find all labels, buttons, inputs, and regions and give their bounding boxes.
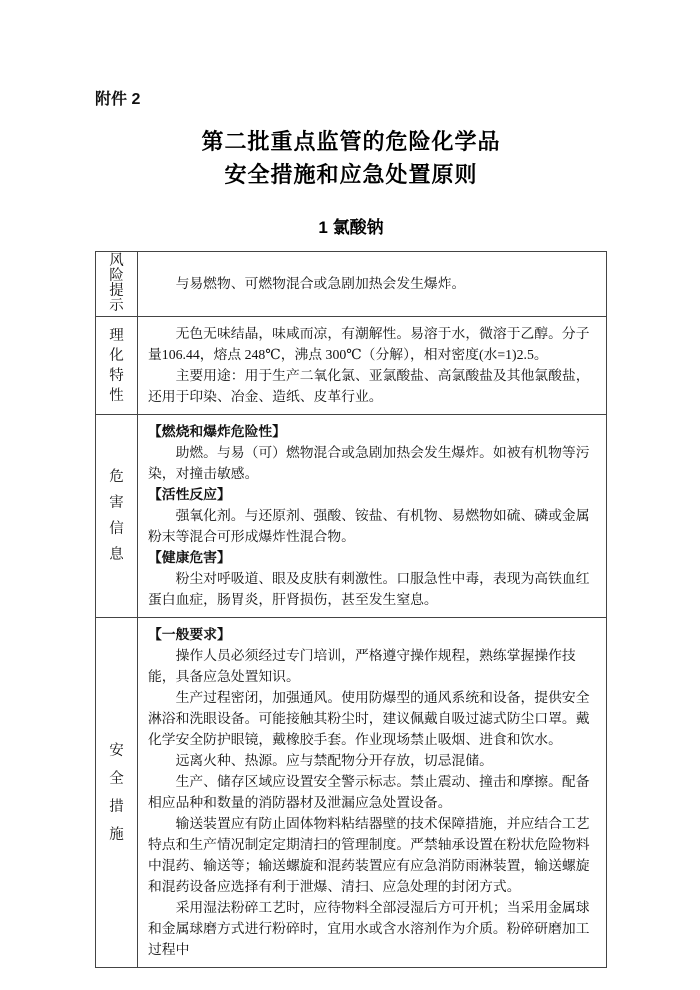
section-heading: 1 氯酸钠: [318, 218, 384, 237]
paragraph: 采用湿法粉碎工艺时，应待物料全部浸湿后方可开机；当采用金属球和金属球磨方式进行粉碎时，宜用水或含水溶剂作为介质。粉碎研磨加工过程中: [148, 900, 590, 957]
attachment-label: 附件 2: [95, 91, 141, 108]
document-title-line2: 安全措施和应急处置原则: [224, 162, 478, 187]
table-row: [96, 316, 606, 414]
row-label: 风险提示: [109, 253, 124, 314]
document-title: [95, 125, 607, 191]
paragraph: 助燃。与易（可）燃物混合或急剧加热会发生爆炸。如被有机物等污染，对撞击敏感。: [148, 445, 590, 481]
document-title-line1: 第二批重点监管的危险化学品: [201, 129, 501, 154]
bracket-header: 【燃烧和爆炸危险性】: [148, 424, 286, 439]
row-label-cell: [96, 317, 138, 414]
paragraph: 远离火种、热源。应与禁配物分开存放，切忌混储。: [175, 753, 493, 768]
bracket-header: 【一般要求】: [148, 627, 231, 642]
paragraph: 粉尘对呼吸道、眼及皮肤有刺激性。口服急性中毒，表现为高铁血红蛋白血症，肠胃炎，肝肾损伤，甚至发生窒息。: [148, 571, 590, 607]
row-content-cell: [138, 415, 606, 617]
paragraph: 强氧化剂。与还原剂、强酸、铵盐、有机物、易燃物如硫、磷或金属粉末等混合可形成爆炸性混合物。: [148, 508, 590, 544]
row-label-cell: [96, 618, 138, 967]
row-label: 理化特性: [109, 327, 124, 404]
row-label: 安全措施: [109, 742, 124, 843]
paragraph: 与易燃物、可燃物混合或急剧加热会发生爆炸。: [175, 276, 466, 291]
document-content: [95, 0, 607, 968]
table-row: [96, 252, 606, 316]
paragraph: 操作人员必须经过专门培训，严格遵守操作规程，熟练掌握操作技能，具备应急处置知识。: [148, 648, 576, 684]
bracket-header: 【活性反应】: [148, 487, 231, 502]
row-label: 危害信息: [109, 469, 124, 563]
bracket-header: 【健康危害】: [148, 550, 231, 565]
info-table: [95, 251, 607, 968]
row-label-cell: [96, 252, 138, 316]
paragraph: 主要用途：用于生产二氧化氯、亚氯酸盐、高氯酸盐及其他氯酸盐，还用于印染、冶金、造纸、皮革行业。: [148, 368, 590, 404]
paragraph: 生产过程密闭，加强通风。使用防爆型的通风系统和设备，提供安全淋浴和洗眼设备。可能接触其粉尘时，建议佩戴自吸过滤式防尘口罩。戴化学安全防护眼镜，戴橡胶手套。作业现场禁止吸烟、进食和饮水。: [148, 690, 590, 747]
paragraph: 无色无味结晶，味咸而凉，有潮解性。易溶于水，微溶于乙醇。分子量106.44，熔点 248℃，沸点 300℃（分解），相对密度(水=1)2.5。: [148, 326, 590, 362]
row-content-cell: [138, 317, 606, 414]
table-row: [96, 617, 606, 967]
row-label-cell: [96, 415, 138, 617]
table-row: [96, 414, 606, 617]
paragraph: 生产、储存区域应设置安全警示标志。禁止震动、撞击和摩擦。配备相应品种和数量的消防器材及泄漏应急处置设备。: [148, 774, 590, 810]
row-content-cell: [138, 618, 606, 967]
row-content-cell: [138, 252, 606, 316]
paragraph: 输送装置应有防止固体物料粘结器壁的技术保障措施，并应结合工艺特点和生产情况制定定期清扫的管理制度。严禁轴承设置在粉状危险物料中混药、输送等；输送螺旋和混药装置应有应急消防雨淋装置，输送螺旋和混药设备应选择有利于泄爆、清扫、应急处理的封闭方式。: [148, 816, 590, 894]
